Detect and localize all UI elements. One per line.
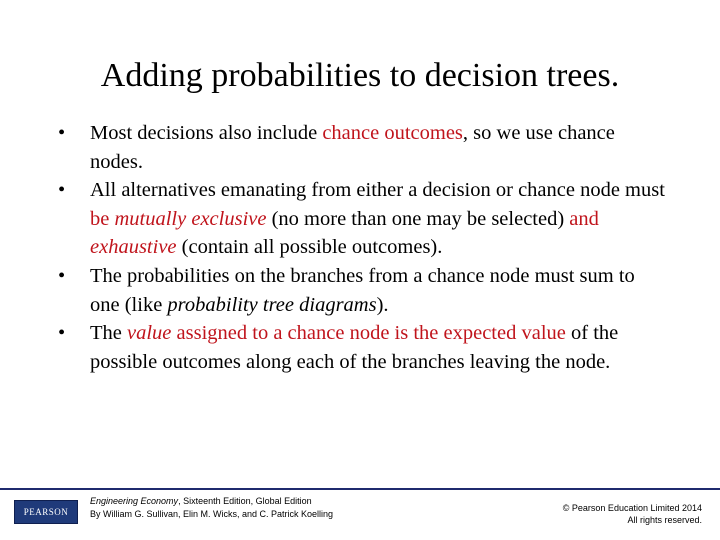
bullet-item: [58, 176, 668, 262]
highlight-text: be: [90, 207, 115, 230]
bullet-text: , so we use chance nodes.: [90, 122, 615, 173]
highlight-italic-text: exhaustive: [90, 236, 177, 259]
highlight-text: and: [569, 207, 599, 230]
logo-text: PEARSON: [23, 507, 69, 517]
pearson-logo: [14, 500, 78, 524]
bullet-text: (contain all possible outcomes).: [176, 236, 443, 259]
book-title: Engineering Economy: [90, 496, 179, 506]
bullet-text: All alternatives emanating from either a decision or chance node must: [90, 179, 665, 202]
bullet-item: [58, 262, 668, 319]
bullet-text: of the possible outcomes along each of the branches leaving the node.: [90, 322, 619, 373]
slide-title: Adding probabilities to decision trees.: [100, 57, 620, 94]
bullet-dot: •: [58, 264, 66, 287]
footer-citation: [90, 495, 333, 521]
bullet-list: [58, 119, 668, 376]
bullet-text: ).: [376, 293, 389, 316]
footer-copyright: [563, 502, 702, 526]
bullet-text: Most decisions also include: [90, 122, 323, 144]
citation-authors: By William G. Sullivan, Elin M. Wicks, and C. Patrick Koelling: [90, 509, 334, 519]
highlight-text: chance outcomes: [322, 122, 463, 144]
bullet-dot: •: [58, 179, 66, 202]
bullet-item: [58, 319, 668, 376]
bullet-text: The probabilities on the branches from a chance node must sum to one (like: [90, 264, 635, 316]
bullet-text: The: [90, 322, 127, 345]
bullet-dot: •: [58, 122, 66, 144]
highlight-text: assigned to a chance node is the expected value: [171, 322, 566, 345]
footer-rule: [0, 488, 720, 490]
highlight-italic-text: mutually exclusive: [114, 207, 267, 230]
bullet-dot: •: [58, 322, 66, 345]
bullet-item: [58, 119, 668, 176]
highlight-italic-text: value: [127, 322, 172, 345]
citation-line-1: [90, 495, 333, 508]
italic-text: probability tree diagrams: [167, 293, 377, 316]
rights-text: All rights reserved.: [627, 515, 702, 525]
bullet-text: (no more than one may be selected): [266, 207, 570, 230]
book-edition: , Sixteenth Edition, Global Edition: [178, 496, 312, 506]
copyright-text: © Pearson Education Limited 2014: [562, 503, 702, 513]
